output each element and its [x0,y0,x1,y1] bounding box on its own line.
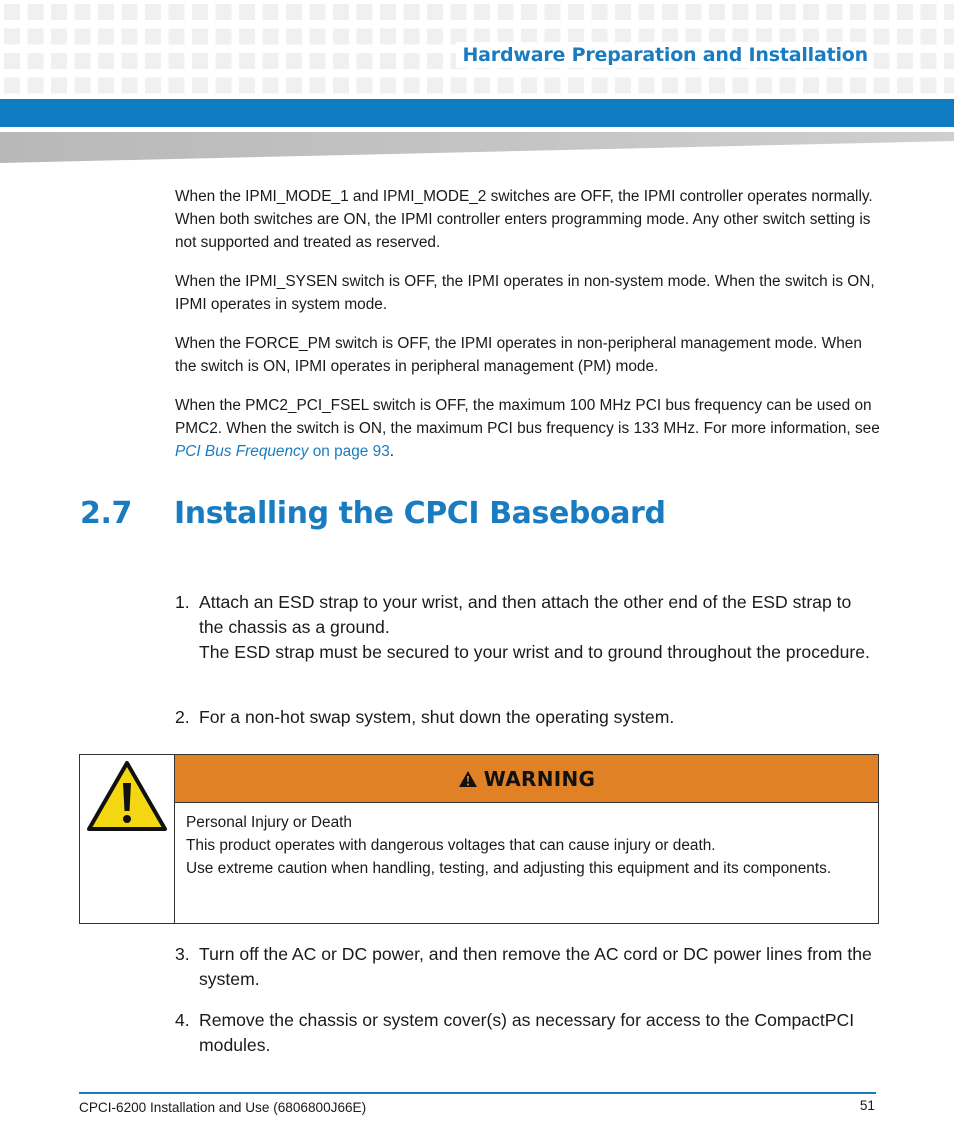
pattern-square [145,78,161,94]
pattern-square [850,78,866,94]
pattern-square [122,78,138,94]
section-title: Installing the CPCI Baseboard [174,496,666,531]
step-3 [175,942,880,992]
pattern-square [756,78,772,94]
pattern-square [310,4,326,20]
pattern-square [51,4,67,20]
pattern-square [615,78,631,94]
pattern-square [357,78,373,94]
step-note: The ESD strap must be secured to your wrist and to ground throughout the procedure. [199,642,870,662]
pattern-square [169,53,185,69]
warning-banner [175,755,878,803]
pattern-square [756,4,772,20]
paragraph-ipmi-sysen: When the IPMI_SYSEN switch is OFF, the IPMI operates in non-system mode. When the switch is ON, IPMI operates in system mode. [175,273,875,313]
warning-line-2: Use extreme caution when handling, testing, and adjusting this equipment and its components. [186,860,832,877]
pattern-square [4,53,20,69]
pattern-square [427,29,443,45]
pattern-square [263,78,279,94]
pattern-square [380,53,396,69]
pattern-square [122,53,138,69]
footer-document-title: CPCI-6200 Installation and Use (6806800J66E) [79,1100,367,1115]
pattern-square [75,78,91,94]
pattern-square [310,29,326,45]
pattern-square [874,29,890,45]
step-2 [175,705,880,730]
pmc-text: When the PMC2_PCI_FSEL switch is OFF, the maximum 100 MHz PCI bus frequency can be used on PMC2. When the switch is ON, the maximum PCI bus frequency is 133 MHz. For more information, see [175,397,880,437]
pattern-square [333,78,349,94]
pattern-square [545,4,561,20]
pattern-square [380,78,396,94]
step-number: 1. [175,592,190,612]
step-text: Attach an ESD strap to your wrist, and then attach the other end of the ESD strap to the chassis as a ground. [199,592,852,637]
pattern-square [709,4,725,20]
pattern-square [286,4,302,20]
pattern-square [192,29,208,45]
pattern-square [451,78,467,94]
warning-icon-cell [80,755,175,923]
pattern-square [404,29,420,45]
running-header-title: Hardware Preparation and Installation [456,42,872,68]
pattern-square [944,29,954,45]
step-1 [175,590,880,665]
pattern-square [592,78,608,94]
pattern-square [897,4,913,20]
pattern-square [803,78,819,94]
pattern-square [28,29,44,45]
pattern-square [98,4,114,20]
pattern-square [239,53,255,69]
pattern-square [662,78,678,94]
paragraph-ipmi-mode: When the IPMI_MODE_1 and IPMI_MODE_2 switches are OFF, the IPMI controller operates normally. When both switches are ON, the IPMI controller enters programming mode. Any other switch setting is not supported and treated as reserved. [175,188,873,251]
pattern-square [169,29,185,45]
header-blue-band [0,99,954,127]
pattern-square [615,4,631,20]
pattern-square [145,53,161,69]
pattern-square [51,53,67,69]
pattern-square [263,4,279,20]
pattern-square [263,29,279,45]
pattern-square [733,4,749,20]
pattern-square [404,4,420,20]
header-grey-wedge [0,127,954,163]
pattern-square [75,53,91,69]
pattern-square [944,53,954,69]
pattern-square [28,4,44,20]
pattern-square [733,78,749,94]
pattern-square [310,78,326,94]
pattern-square [780,4,796,20]
pattern-square [521,4,537,20]
warning-heading: Personal Injury or Death [186,814,352,831]
pattern-square [897,29,913,45]
pattern-square [75,29,91,45]
pattern-square [28,53,44,69]
warning-box [79,754,879,924]
section-heading [80,496,666,531]
pattern-square [216,29,232,45]
pattern-square [286,29,302,45]
pattern-square [216,4,232,20]
paragraph-pmc2-pci-fsel [175,394,880,463]
pci-bus-frequency-link[interactable]: PCI Bus Frequency [175,443,309,460]
step-number: 4. [175,1010,190,1030]
pattern-square [169,4,185,20]
pattern-square [380,29,396,45]
pattern-square [169,78,185,94]
pattern-square [850,4,866,20]
pattern-square [427,78,443,94]
pattern-square [897,53,913,69]
pattern-square [874,78,890,94]
pattern-square [145,29,161,45]
pattern-square [921,4,937,20]
pattern-square [592,4,608,20]
page-reference-link[interactable]: on page 93 [308,443,390,460]
pattern-square [51,29,67,45]
pattern-square [545,78,561,94]
pattern-square [216,53,232,69]
pattern-square [28,78,44,94]
pattern-square [4,29,20,45]
step-4 [175,1008,880,1058]
pattern-square [944,78,954,94]
pattern-square [51,78,67,94]
pattern-square [239,4,255,20]
pattern-square [357,53,373,69]
section-number: 2.7 [80,496,132,531]
pattern-square [874,4,890,20]
pattern-square [216,78,232,94]
pattern-square [498,4,514,20]
pattern-square [404,78,420,94]
pattern-square [521,78,537,94]
pattern-square [686,4,702,20]
pattern-square [286,53,302,69]
pattern-square [427,4,443,20]
warning-triangle-icon [85,759,169,833]
step-text: For a non-hot swap system, shut down the operating system. [199,707,675,727]
pattern-square [921,53,937,69]
pattern-square [874,53,890,69]
pattern-square [333,4,349,20]
pattern-square [333,53,349,69]
pattern-square [357,4,373,20]
pattern-square [827,4,843,20]
warning-label: WARNING [483,766,596,791]
pattern-square [98,78,114,94]
pattern-square [192,4,208,20]
pattern-square [357,29,373,45]
pattern-square [286,78,302,94]
pattern-square [192,78,208,94]
pattern-square [310,53,326,69]
paragraph-force-pm: When the FORCE_PM switch is OFF, the IPMI operates in non-peripheral management mode. When the switch is ON, IPMI operates in peripheral management (PM) mode. [175,335,862,375]
pattern-square [122,29,138,45]
pattern-square [921,78,937,94]
pattern-square [263,53,279,69]
step-text: Remove the chassis or system cover(s) as necessary for access to the CompactPCI modules. [199,1010,855,1055]
pattern-square [98,53,114,69]
pattern-square [404,53,420,69]
pattern-square [709,78,725,94]
footer-page-number: 51 [859,1098,875,1113]
step-text: Turn off the AC or DC power, and then remove the AC cord or DC power lines from the system. [199,944,872,989]
warning-small-icon [458,770,478,788]
warning-line-1: This product operates with dangerous voltages that can cause injury or death. [186,837,716,854]
pattern-square [192,53,208,69]
pattern-square [498,78,514,94]
pattern-square [827,78,843,94]
pattern-square [75,4,91,20]
pattern-square [686,78,702,94]
pmc-end: . [389,443,395,460]
pattern-square [380,4,396,20]
pattern-square [568,78,584,94]
pattern-square [474,4,490,20]
pattern-square [662,4,678,20]
pattern-square [568,4,584,20]
pattern-square [145,4,161,20]
pattern-square [921,29,937,45]
pattern-square [474,78,490,94]
pattern-square [451,4,467,20]
step-number: 2. [175,707,190,727]
pattern-square [4,4,20,20]
pattern-square [239,78,255,94]
pattern-square [122,4,138,20]
pattern-square [427,53,443,69]
pattern-square [803,4,819,20]
pattern-square [897,78,913,94]
pattern-square [639,78,655,94]
step-number: 3. [175,944,190,964]
warning-text [186,811,856,880]
pattern-square [639,4,655,20]
pattern-square [4,78,20,94]
pattern-square [944,4,954,20]
pattern-square [780,78,796,94]
pattern-square [239,29,255,45]
pattern-square [98,29,114,45]
footer-rule [79,1092,876,1094]
pattern-square [333,29,349,45]
